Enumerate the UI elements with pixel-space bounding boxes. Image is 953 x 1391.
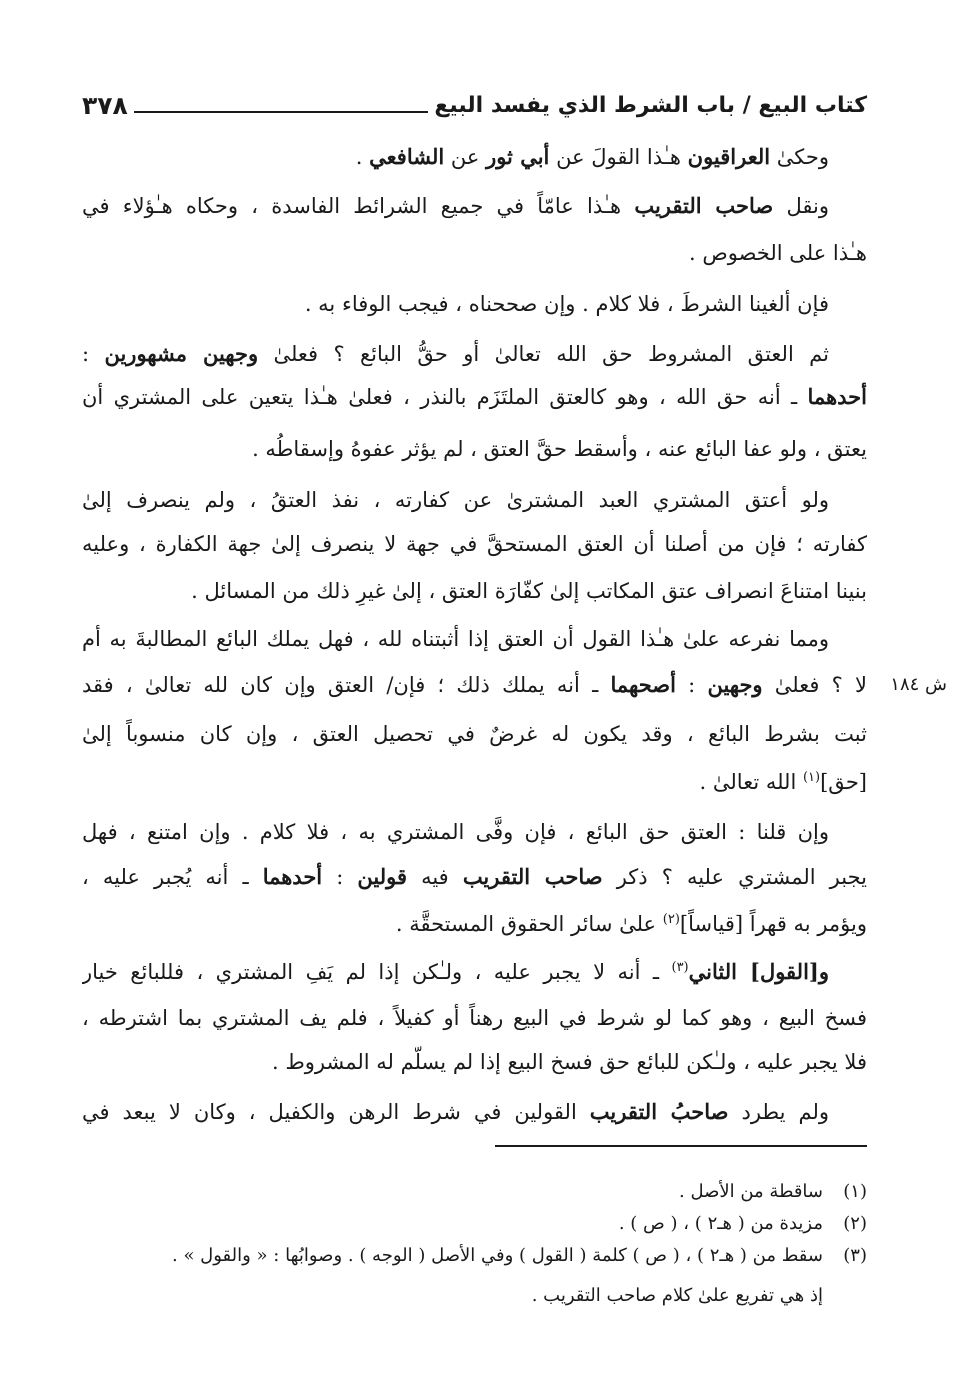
footnote-separator	[495, 1145, 867, 1147]
text-line: ثم العتق المشروط حق الله تعالىٰ أو حقُّ البائع ؟ فعلىٰ وجهين مشهورين :	[82, 341, 829, 366]
text-line: و[القول] الثاني$^{(٣)}$ ـ أنه لا يجبر عليه ، ولـٰكن إذا لم يَفِ المشتري ، فللبائع خيار	[82, 959, 829, 984]
header-rule	[134, 111, 429, 113]
text-line: يجبر المشتري عليه ؟ ذكر صاحب التقريب فيه قولين : أحدهما ـ أنه يُجبر عليه ،	[82, 864, 867, 889]
page-number: ٣٧٨	[82, 91, 128, 120]
text-line: هـٰذا على الخصوص .	[688, 241, 867, 265]
footnote-number: (١)	[843, 1181, 867, 1202]
text-line: فلا يجبر عليه ، ولـٰكن للبائع حق فسخ البيع إذا لم يسلّم له المشروط .	[272, 1050, 867, 1074]
footnote	[82, 1280, 867, 1312]
footnote-text: سقط من ( هـ٢ ) ، ( ص ) كلمة ( القول ) وفي الأصل ( الوجه ) . وصوابُها : « والقول » .	[172, 1245, 823, 1266]
footnote-text: ساقطة من الأصل .	[679, 1181, 823, 1202]
footnote-ref: (٣)	[671, 960, 689, 975]
footnote-ref: (١)	[802, 770, 821, 785]
text-line: أحدهما ـ أنه حق الله ، وهو كالعتق الملتَزَم بالنذر ، فعلىٰ هـٰذا يتعين على المشتري أن	[82, 384, 867, 409]
footnote	[82, 1208, 867, 1240]
text-line: ولو أعتق المشتري العبد المشترىٰ عن كفارته ، نفذ العتقُ ، ولم ينصرف إلىٰ	[82, 488, 829, 512]
footnote	[82, 1240, 867, 1272]
text-line: ونقل صاحب التقريب هـٰذا عامّاً في جميع الشرائط الفاسدة ، وحكاه هـٰؤلاء في	[82, 193, 830, 218]
footnote-number: (٢)	[843, 1213, 867, 1234]
margin-note: ش ١٨٤	[890, 674, 947, 695]
text-line: ولم يطرد صاحبُ التقريب القولين في شرط الرهن والكفيل ، وكان لا يبعد في	[82, 1099, 829, 1124]
footnote-ref: (٢)	[662, 912, 680, 927]
text-line: [حق]$^{(١)}$ الله تعالىٰ .	[699, 770, 867, 794]
text-line: كفارته ؛ فإن من أصلنا أن العتق المستحقَّ في جهة لا ينصرف إلىٰ جهة الكفارة ، وعليه	[82, 532, 867, 556]
footnote-text: مزيدة من ( هـ٢ ) ، ( ص ) .	[618, 1213, 823, 1234]
text-line: فسخ البيع ، وهو كما لو شرط في البيع رهناً أو كفيلاً ، فلم يف المشتري بما اشترطه ،	[82, 1006, 867, 1030]
text-line: وإن قلنا : العتق حق البائع ، فإن وفَّى المشتري به ، فلا كلام . وإن امتنع ، فهل	[82, 820, 829, 844]
text-line: يعتق ، ولو عفا البائع عنه ، وأسقط حقَّ العتق ، لم يؤثر عفوهُ وإسقاطُه .	[252, 437, 867, 461]
running-header	[82, 82, 867, 122]
footnote-text: إذ هي تفريع علىٰ كلام صاحب التقريب .	[531, 1285, 823, 1306]
text-line: ويؤمر به قهراً [قياساً]$^{(٢)}$ علىٰ سائر الحقوق المستحقَّة .	[395, 912, 867, 936]
footnote-number: (٣)	[843, 1245, 867, 1266]
chapter-title: كتاب البيع / باب الشرط الذي يفسد البيع	[434, 93, 867, 118]
text-line: وحكىٰ العراقيون هـٰذا القولَ عن أبي ثور عن الشافعي .	[355, 144, 829, 169]
text-line: ومما نفرعه علىٰ هـٰذا القول أن العتق إذا أثبتناه لله ، فهل يملك البائع المطالبةَ به أم	[82, 627, 829, 651]
text-line: فإن ألغينا الشرطَ ، فلا كلام . وإن صححناه ، فيجب الوفاء به .	[304, 292, 829, 316]
text-line: ثبت بشرط البائع ، وقد يكون له غرضٌ في تحصيل العتق ، وإن كان منسوباً إلىٰ	[82, 722, 867, 746]
text-line: بنينا امتناعَ انصراف عتق المكاتب إلىٰ كفّارَة العتق ، إلىٰ غيرِ ذلك من المسائل .	[191, 579, 867, 603]
text-line: لا ؟ فعلىٰ وجهين : أصحهما ـ أنه يملك ذلك ؛ فإن/ العتق وإن كان لله تعالىٰ ، فقد	[82, 672, 867, 697]
footnote	[82, 1176, 867, 1208]
